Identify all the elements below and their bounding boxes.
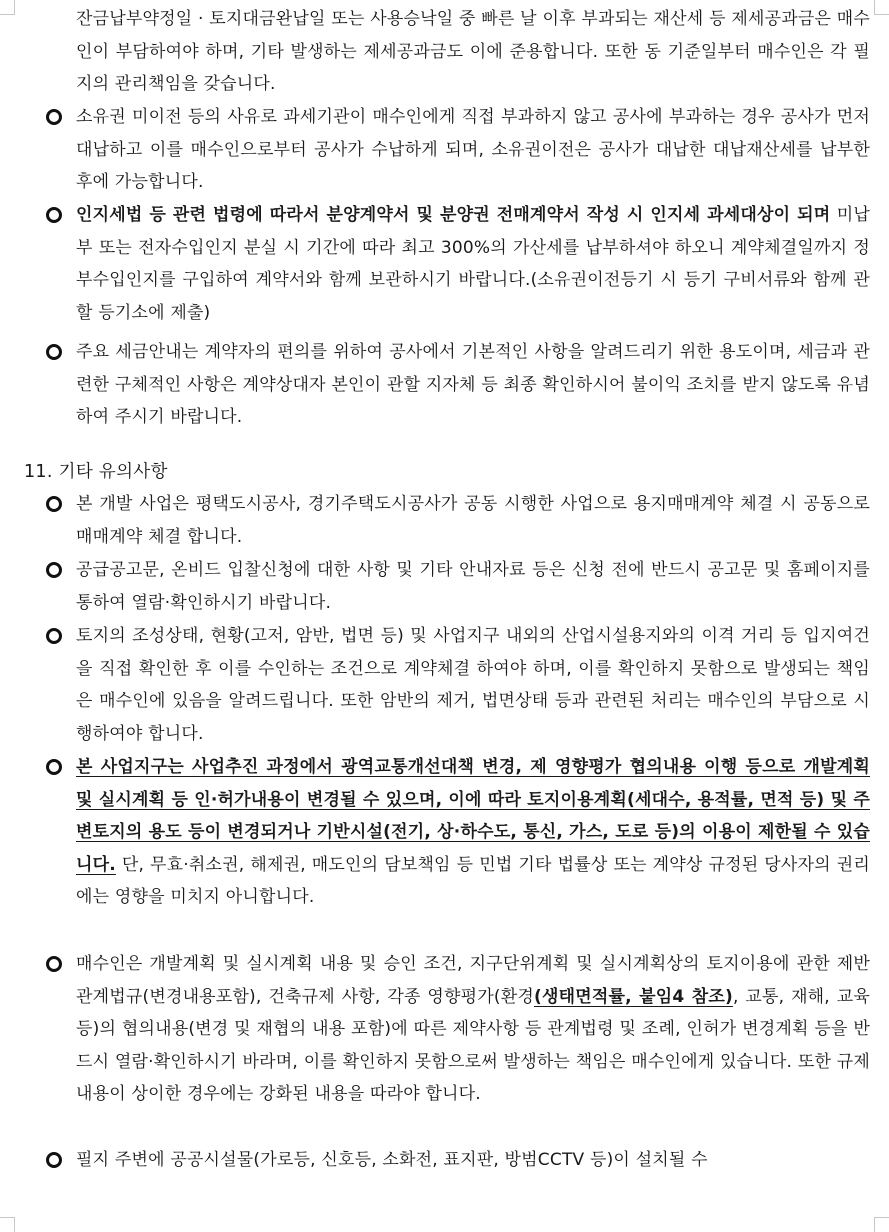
list-item-text: 인지세법 등 관련 법령에 따라서 분양계약서 및 분양권 전매계약서 작성 시 인지세 과세대상이 되며 미납부 또는 전자수입인지 분실 시 기간에 따라 최고 300%의 가산세를 납부하셔야 하오니 계약체결일까지 정부수입인지를 구입하여 계약서와 함께 보관하시기 바랍니다.(소유권이전등기 시 등기 구비서류와 함께 관할 등기소에 제출) [76,205,870,323]
bullet-icon [46,956,62,972]
list-item-text: 공급공고문, 온비드 입찰신청에 대한 사항 및 기타 안내자료 등은 신청 전에 반드시 공고문 및 홈페이지를 통하여 열람·확인하시기 바랍니다. [76,560,870,613]
list-item-text: 매수인은 개발계획 및 실시계획 내용 및 승인 조건, 지구단위계획 및 실시계획상의 토지이용에 관한 제반 관계법규(변경내용포함), 건축규제 사항, 각종 영향평가(환경(생태면적률, 붙임4 참조), 교통, 재해, 교육 등)의 협의내용(변경 및 재협의 내용 포함)에 따른 제약사항 등 관계법령 및 조례, 인허가 변경계획 등을 반드시 열람·확인하시기 바라며, 이를 확인하지 못함으로써 발생하는 책임은 매수인에게 있습니다. 또한 규제내용이 상이한 경우에는 강화된 내용을 따라야 합니다. [76,954,870,1105]
list-item-text: 소유권 미이전 등의 사유로 과세기관이 매수인에게 직접 부과하지 않고 공사에 부과하는 경우 공사가 먼저 대납하고 이를 매수인으로부터 공사가 수납하게 되며, 소유권이전은 공사가 대납한 대납재산세를 납부한 후에 가능합니다. [76,107,870,193]
page-corner-mark [874,1217,889,1232]
continued-paragraph: 잔금납부약정일 · 토지대금완납일 또는 사용승낙일 중 빠른 날 이후 부과되는 재산세 등 제세공과금은 매수인이 부담하여야 하며, 기타 발생하는 제세공과금도 이에 준용합니다. 또한 동 기준일부터 매수인은 각 필지의 관리책임을 갖습니다. [76,9,870,95]
list-item-text: 본 개발 사업은 평택도시공사, 경기주택도시공사가 공동 시행한 사업으로 용지매매계약 체결 시 공동으로 매매계약 체결 합니다. [76,494,870,547]
bold-underline-emphasis: (생태면적률, 붙임4 참조) [534,986,733,1007]
list-item-tax-2 [42,199,870,329]
page-corner-mark [0,0,15,15]
page-corner-mark [0,1217,15,1232]
page-corner-mark [874,0,889,15]
bullet-icon [46,759,62,775]
list-item-text: 주요 세금안내는 계약자의 편의를 위하여 공사에서 기본적인 사항을 알려드리기 위한 용도이며, 세금과 관련한 구체적인 사항은 계약상대자 본인이 관할 지자체 등 최종 확인하시어 불이익 조치를 받지 않도록 유념하여 주시기 바랍니다. [76,342,870,428]
list-item-note-3 [42,620,870,750]
list-item-text: 토지의 조성상태, 현황(고저, 암반, 법면 등) 및 사업지구 내외의 산업시설용지와의 이격 거리 등 입지여건을 직접 확인한 후 이를 수인하는 조건으로 계약체결 하여야 하며, 이를 확인하지 못함으로 발생되는 책임은 매수인에 있음을 알려드립니다. 또한 암반의 제거, 법면상태 등과 관련된 처리는 매수인의 부담으로 시행하여야 합니다. [76,626,870,744]
list-item-note-2 [42,554,870,619]
bullet-icon [46,628,62,644]
list-item-note-1 [42,488,870,553]
bullet-icon [46,496,62,512]
bullet-icon [46,1152,62,1168]
bullet-icon [46,344,62,360]
list-item-note-6 [42,1144,870,1177]
section-heading [24,456,168,488]
bullet-icon [46,207,62,223]
section-number: 11. [24,462,53,482]
list-item-text: 필지 주변에 공공시설물(가로등, 신호등, 소화전, 표지판, 방범CCTV 등)이 설치될 수 [76,1150,708,1170]
list-item-tax-1 [42,101,870,199]
bold-underline-emphasis: 본 사업지구는 사업추진 과정에서 광역교통개선대책 변경, 제 영향평가 협의내용 이행 등으로 개발계획 및 실시계획 등 인·허가내용이 변경될 수 있으며, 이에 따라 토지이용계획(세대수, 용적률, 면적 등) 및 주변토지의 용도 등이 변경되거나 기반시설(전기, 상·하수도, 통신, 가스, 도로 등)의 이용이 제한될 수 있습니다. [76,757,870,875]
list-item-note-4 [42,751,870,914]
bullet-icon [46,109,62,125]
list-item-tax-3 [42,336,870,434]
section-title: 기타 유의사항 [58,462,168,482]
list-item-note-5 [42,948,870,1111]
bullet-icon [46,562,62,578]
list-item-text: 본 사업지구는 사업추진 과정에서 광역교통개선대책 변경, 제 영향평가 협의내용 이행 등으로 개발계획 및 실시계획 등 인·허가내용이 변경될 수 있으며, 이에 따라 토지이용계획(세대수, 용적률, 면적 등) 및 주변토지의 용도 등이 변경되거나 기반시설(전기, 상·하수도, 통신, 가스, 도로 등)의 이용이 제한될 수 있습니다. 단, 무효·취소권, 해제권, 매도인의 담보책임 등 민법 기타 법률상 또는 계약상 규정된 당사자의 권리에는 영향을 미치지 아니합니다. [76,757,870,908]
bold-emphasis: 인지세법 등 관련 법령에 따라서 분양계약서 및 분양권 전매계약서 작성 시 인지세 과세대상이 되며 [76,205,831,225]
